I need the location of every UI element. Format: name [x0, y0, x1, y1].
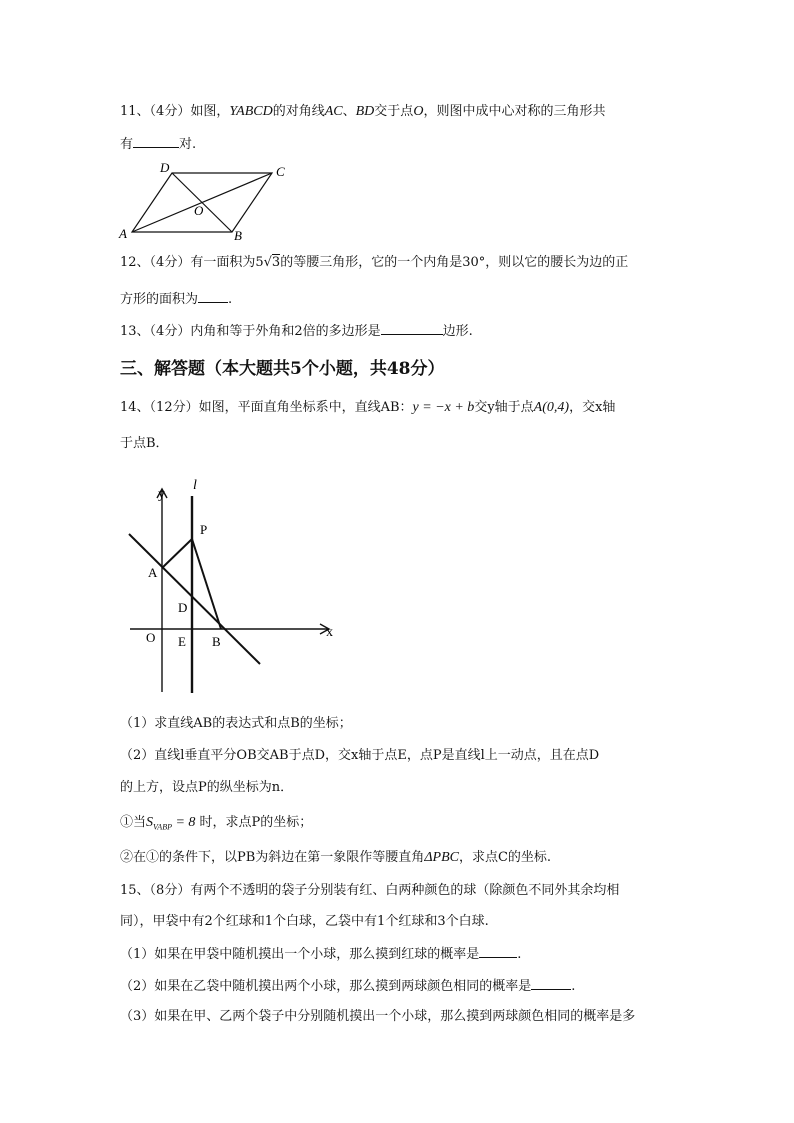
- q11-sep: 、: [342, 104, 356, 119]
- line-formula: y = −x + b: [412, 400, 475, 415]
- segment-ap: [162, 539, 192, 568]
- q11-line1: [120, 102, 605, 122]
- q11-text-a: 11、（4分）如图，: [120, 104, 230, 119]
- q12-line2: [120, 288, 232, 310]
- sqrt-coef: 5: [255, 255, 264, 270]
- label-o: O: [194, 203, 204, 218]
- q15-part3: （3）如果在甲、乙两个袋子中分别随机摸出一个小球，那么摸到两球颜色相同的概率是多: [120, 1009, 636, 1024]
- q14-part3: [120, 813, 312, 838]
- q15-part1-a: （1）如果在甲袋中随机摸出一个小球，那么摸到红球的概率是: [120, 947, 480, 962]
- q11-answer-blank[interactable]: [133, 133, 179, 148]
- q15-line2: 同），甲袋中有2个红球和1个白球，乙袋中有1个红球和3个白球.: [120, 914, 489, 929]
- q15-part2-blank[interactable]: [531, 975, 571, 990]
- label-d: D: [178, 600, 188, 615]
- q12-answer-blank[interactable]: [198, 288, 228, 303]
- q14-line1: [120, 398, 615, 418]
- sqrt-radicand: 3: [271, 255, 281, 270]
- point-a-coords: A(0,4): [533, 400, 570, 415]
- label-o: O: [146, 630, 156, 645]
- area-subscript: VABP: [153, 822, 172, 832]
- q12-text-a: 12、（4分）有一面积为: [120, 255, 256, 270]
- q14-part3-a: ①当: [120, 815, 147, 830]
- q12-text-d: .: [228, 292, 233, 307]
- q15-part2-a: （2）如果在乙袋中随机摸出两个小球，那么摸到两球颜色相同的概率是: [120, 979, 532, 994]
- label-a: A: [119, 226, 127, 241]
- area-value: = 8: [171, 815, 196, 830]
- parallelogram-name: ABCD: [236, 104, 273, 119]
- q13-answer-blank[interactable]: [381, 320, 443, 335]
- q14-text-b: 交y轴于点: [474, 400, 534, 415]
- q14-part2-line1: （2）直线l垂直平分OB交AB于点D，交x轴于点E，点P是直线l上一动点，且在点D: [120, 748, 600, 763]
- label-e: E: [178, 634, 186, 649]
- q15-part1-b: .: [517, 947, 522, 962]
- q14-part4-a: ②在①的条件下，以PB为斜边在第一象限作等腰直角: [120, 850, 425, 865]
- label-d: D: [160, 160, 170, 175]
- q15-part2-b: .: [571, 979, 576, 994]
- triangle-pbc: ΔPBC: [424, 850, 459, 865]
- label-x: x: [326, 625, 333, 640]
- q11-text-d: ，则图中成中心对称的三角形共: [423, 104, 606, 119]
- q12-line1: [120, 253, 628, 273]
- diag-ac: AC: [324, 104, 343, 119]
- q13-line: [120, 320, 473, 342]
- q13-text-b: 边形.: [442, 324, 473, 339]
- label-b: B: [212, 634, 221, 649]
- q15-part2: [120, 975, 575, 997]
- q11-parallelogram-figure: [116, 158, 296, 242]
- label-c: C: [276, 164, 285, 179]
- q14-part4: [120, 848, 551, 868]
- q11-text-f: 对.: [179, 137, 197, 152]
- q11-text-b: 的对角线: [272, 104, 325, 119]
- q12-text-c: 方形的面积为: [120, 292, 199, 307]
- q13-text-a: 13、（4分）内角和等于外角和2倍的多边形是: [120, 324, 381, 339]
- q15-line1: 15、（8分）有两个不透明的袋子分别装有红、白两种颜色的球（除颜色不同外其余均相: [120, 883, 620, 898]
- q15-part1-blank[interactable]: [479, 943, 517, 958]
- parallelogram-symbol: Y: [229, 104, 237, 119]
- section-title: 三、解答题（本大题共5个小题，共48分）: [120, 359, 445, 379]
- diag-bd: BD: [355, 104, 375, 119]
- label-a: A: [148, 565, 158, 580]
- q14-part4-b: ，求点C的坐标.: [458, 850, 552, 865]
- q11-line2: [120, 133, 196, 155]
- q11-text-c: 交于点: [374, 104, 414, 119]
- point-o: O: [413, 104, 424, 119]
- label-p: P: [200, 522, 208, 537]
- q14-part1: （1）求直线AB的表达式和点B的坐标；: [120, 716, 352, 731]
- label-l: l: [193, 478, 197, 493]
- segment-pb: [192, 539, 221, 629]
- q14-line2: 于点B．: [120, 436, 169, 451]
- q14-text-c: ，交x轴: [569, 400, 616, 415]
- label-b: B: [234, 228, 242, 242]
- q14-part3-c: 时，求点P的坐标；: [195, 815, 313, 830]
- q14-coordinate-figure: [120, 476, 340, 698]
- q12-text-b: 的等腰三角形，它的一个内角是30°，则以它的腰长为边的正: [280, 255, 629, 270]
- q11-text-e: 有: [120, 137, 134, 152]
- q14-text-a: 14、（12分）如图，平面直角坐标系中，直线AB：: [120, 400, 413, 415]
- q14-part2-line2: 的上方，设点P的纵坐标为n．: [120, 780, 294, 795]
- area-symbol: S: [146, 815, 154, 830]
- label-y: y: [158, 487, 165, 502]
- sqrt-sign: √: [263, 255, 272, 270]
- q15-part1: [120, 943, 521, 965]
